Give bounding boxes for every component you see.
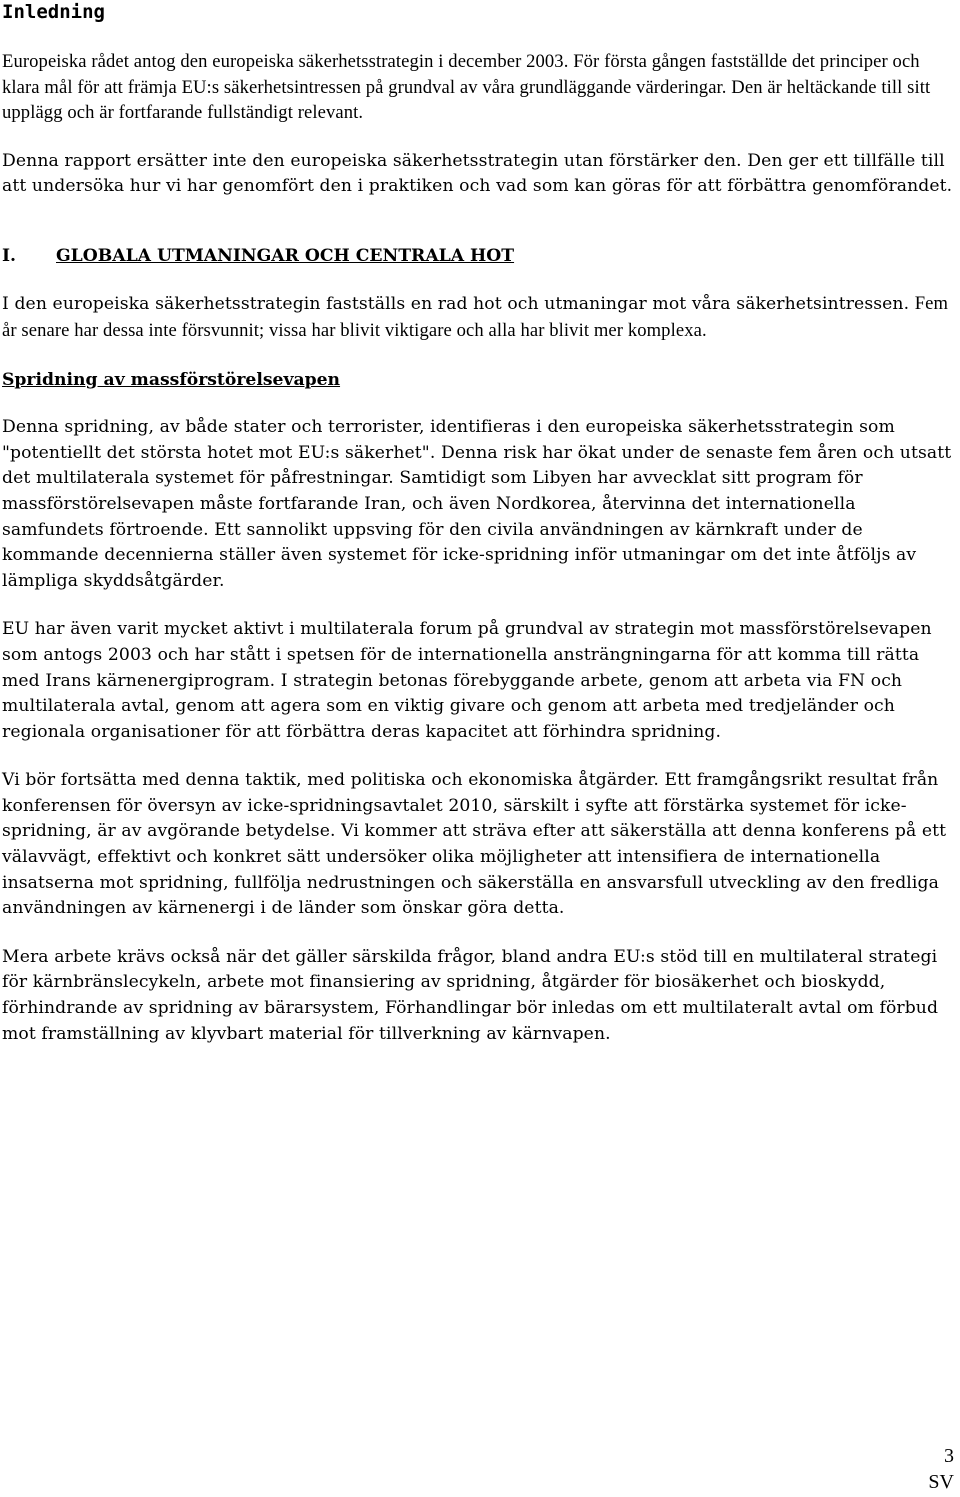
page-heading: Inledning — [2, 1, 105, 23]
section-title — [2, 244, 958, 268]
section-paragraph-1-part-1: I den europeiska säkerhetsstrategin fastställs en rad hot och utmaningar mot våra säkerhetsintressen. — [2, 293, 915, 314]
section-title-text: GLOBALA UTMANINGAR OCH CENTRALA HOT — [56, 245, 515, 266]
section-number: I. — [2, 245, 17, 266]
page-number: 3 — [944, 1445, 954, 1467]
subsection-paragraph-4: Mera arbete krävs också när det gäller särskilda frågor, bland andra EU:s stöd till en multilateral strategi för kärnbränslecykeln, arbete mot finansiering av spridning, åtgärder för biosäkerhet och bioskydd, förhindrande av spridning av bärarsystem, Förhandlingar bör inledas om ett multilateralt avtal om förbud mot framställning av klyvbart material för tillverkning av kärnvapen. — [2, 946, 939, 1044]
page-footer — [928, 1443, 954, 1495]
section-paragraph-1 — [2, 291, 958, 344]
subsection-paragraph-1: Denna spridning, av både stater och terrorister, identifieras i den europeiska säkerhetsstrategin som "potentiellt det största hotet mot EU:s säkerhet". Denna risk har ökat under de senaste fem åren och utsatt det multilaterala systemet för påfrestningar. Samtidigt som Libyen har avvecklat sitt program för massförstörelsevapen måste fortfarande Iran, och även Nordkorea, återvinna det internationella samfundets förtroende. Ett sannolikt uppsving för den civila användningen av kärnkraft under de kommande decennierna ställer även systemet för icke-spridning inför utmaningar om det inte åtföljs av lämpliga skyddsåtgärder. — [2, 417, 952, 591]
subsection-title: Spridning av massförstörelsevapen — [2, 370, 341, 391]
intro-paragraph-2: Denna rapport ersätter inte den europeiska säkerhetsstrategin utan förstärker den. Den ger ett tillfälle till att undersöka hur vi har genomfört den i praktiken och vad som kan göras för att förbättra genomförandet. — [2, 150, 953, 197]
subsection-paragraph-2: EU har även varit mycket aktivt i multilaterala forum på grundval av strategin mot massförstörelsevapen som antogs 2003 och har stått i spetsen för de internationella ansträngningarna för att komma till rätta med Irans kärnenergiprogram. I strategin betonas förebyggande arbete, genom att arbeta via FN och multilaterala avtal, genom att agera som en viktig givare och genom att arbeta med tredjeländer och regionala organisationer för att förbättra deras kapacitet att förhindra spridning. — [2, 619, 932, 742]
intro-paragraph-1: Europeiska rådet antog den europeiska säkerhetsstrategin i december 2003. För första gången fastställde det principer och klara mål för att främja EU:s säkerhetsintressen på grundval av våra grundläggande värderingar. Den är heltäckande till sitt upplägg och är fortfarande fullständigt relevant. — [2, 51, 931, 124]
language-code: SV — [928, 1471, 954, 1493]
subsection-paragraph-3: Vi bör fortsätta med denna taktik, med politiska och ekonomiska åtgärder. Ett framgångsrikt resultat från konferensen för översyn av icke-spridningsavtalet 2010, särskilt i syfte att förstärka systemet för icke-spridning, är av avgörande betydelse. Vi kommer att sträva efter att säkerställa att denna konferens på ett välavvägt, effektivt och konkret sätt undersöker olika möjligheter att intensifiera de internationella insatserna mot spridning, fullfölja nedrustningen och säkerställa en ansvarsfull utveckling av den fredliga användningen av kärnenergi i de länder som önskar göra detta. — [2, 770, 947, 919]
section-paragraph-1-part-2: Fem år senare har dessa inte försvunnit; vissa har blivit viktigare och alla har blivit mer komplexa. — [2, 292, 949, 341]
